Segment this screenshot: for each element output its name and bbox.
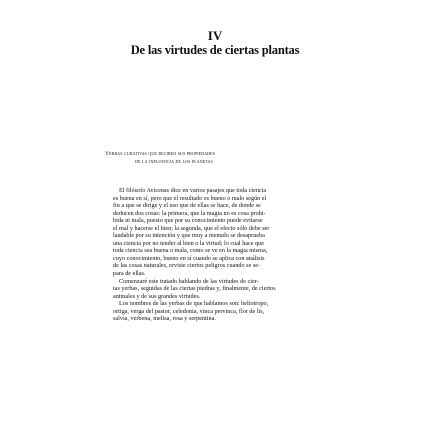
body-line: laudable por su intención y que muy a menudo se desaprueba (113, 232, 265, 240)
body-line: Los nombres de las yerbas de que hablamos son: heliotropo, (119, 300, 269, 308)
body-line: salvia, verbena, melisa, rosa y serpentina. (113, 315, 216, 323)
body-line: Comenzaré este tratado hablando de las virtudes de cier- (119, 277, 259, 285)
subheading-line: Yerbas curativas que reciben sus propiedades (105, 151, 216, 157)
chapter-title: De las virtudes de ciertas plantas (130, 43, 300, 57)
body-line: ortiga, verga del pastor, celedonia, vinca pervinca, flor de lis, (113, 307, 265, 315)
body-line: una ciencia por no tender al bien o la virtud; lo cual hace que (113, 239, 265, 247)
body-line: el mal y hacerse el bien; la segunda, que el efecto sólo debe ser (113, 224, 270, 232)
body-line: fin a que se dirige y el uso que de ellas se hace, de donde se (113, 202, 261, 210)
section-subheading (105, 151, 355, 166)
body-line: deducen dos cosas: la primera, que la magia no es cosa prohi- (113, 209, 266, 217)
body-line: de las cosas naturales, reviste ciertos peligros cuando se se- (113, 262, 261, 270)
body-line: es buena en sí, pero que el resultado es bueno o malo según el (113, 194, 267, 202)
body-line: El filósofo Avicenas dice en varios pasajes que toda ciencia (119, 187, 267, 194)
chapter-number: IV (207, 28, 223, 43)
body-line: bida ni mala, puesto que por su conocimiento puede evitarse (113, 217, 263, 225)
body-text (113, 187, 333, 323)
subheading-line: de la influencia de los planetas (135, 158, 213, 165)
body-line: animales y de sus grandes virtudes. (113, 292, 201, 300)
body-line: tas yerbas, seguidas de las ciertas piedras y, finalmente, de ciertos (113, 285, 276, 293)
body-line: para de ellas. (113, 270, 146, 278)
body-line: cuyo conocimiento, bueno en sí cuando se aplica con análisis (113, 254, 265, 262)
body-line: toda ciencia sea buena o mala, como se ve en la magia misma, (113, 247, 268, 255)
